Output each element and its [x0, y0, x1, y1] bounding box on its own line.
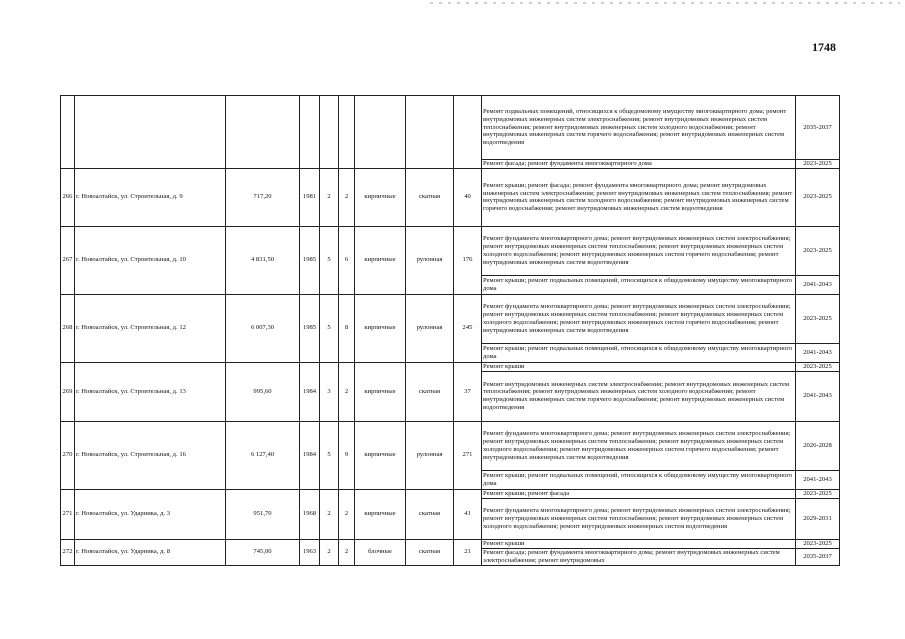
entrances-cell: 8 [339, 294, 355, 362]
repair-period-cell: 2023-2025 [796, 226, 840, 275]
walls-material-cell [355, 96, 406, 169]
walls-material-cell: кирпичные [355, 421, 406, 489]
house-number-cell: 269 [61, 362, 75, 421]
entrances-cell [339, 96, 355, 169]
repair-period-cell: 2029-2031 [796, 498, 840, 539]
repair-period-cell: 2023-2025 [796, 294, 840, 343]
year-cell: 1963 [300, 539, 320, 565]
walls-material-cell: кирпичные [355, 168, 406, 226]
area-cell: 951,70 [226, 489, 300, 539]
entrances-cell: 6 [339, 226, 355, 294]
table-body [61, 96, 840, 566]
repair-works-cell: Ремонт фасада; ремонт фундамента многоквартирного дома; ремонт внутридомовых инженерных систем электроснабжения; ремонт внутридомовых [482, 548, 796, 565]
area-cell: 995,60 [226, 362, 300, 421]
walls-material-cell: кирпичные [355, 294, 406, 362]
roof-type-cell: скатная [406, 168, 454, 226]
repair-period-cell: 2041-2043 [796, 371, 840, 421]
table-row [61, 168, 840, 226]
entrances-cell: 2 [339, 362, 355, 421]
repair-works-cell: Ремонт крыши; ремонт подвальных помещений, относящихся к общедомовому имуществу многоквартирного дома [482, 343, 796, 362]
year-cell: 1984 [300, 362, 320, 421]
walls-material-cell: блочные [355, 539, 406, 565]
floors-cell: 2 [320, 539, 339, 565]
walls-material-cell: кирпичные [355, 489, 406, 539]
year-cell: 1984 [300, 421, 320, 489]
house-number-cell [61, 96, 75, 169]
address-cell: г. Новоалтайск, ул. Ударника, д. 3 [75, 489, 226, 539]
address-cell: г. Новоалтайск, ул. Строительная, д. 9 [75, 168, 226, 226]
apartments-cell [454, 96, 482, 169]
house-number-cell: 270 [61, 421, 75, 489]
repair-works-cell: Ремонт крыши; ремонт подвальных помещений, относящихся к общедомовому имуществу многоквартирного дома [482, 275, 796, 294]
roof-type-cell: скатная [406, 489, 454, 539]
capital-repair-table [60, 95, 840, 566]
repair-period-cell: 2041-2043 [796, 343, 840, 362]
roof-type-cell: скатная [406, 362, 454, 421]
house-number-cell: 272 [61, 539, 75, 565]
repair-works-cell: Ремонт крыши [482, 539, 796, 548]
floors-cell: 5 [320, 294, 339, 362]
apartments-cell: 271 [454, 421, 482, 489]
repair-period-cell: 2035-2037 [796, 548, 840, 565]
address-cell [75, 96, 226, 169]
repair-works-cell: Ремонт подвальных помещений, относящихся к общедомовому имуществу многоквартирного дома; ремонт внутридомовых инженерных систем электроснабжения; ремонт внутридомовых инженерных систем теплоснабжения; ремонт внутридомовых инженерных систем холодного водоснабжения; ремонт внутридомовых инженерных систем горячего водоснабжения; ремонт внутридомовых инженерных систем водоотведения [482, 96, 796, 160]
page-number: 1748 [812, 40, 836, 54]
area-cell: 717,20 [226, 168, 300, 226]
entrances-cell: 2 [339, 539, 355, 565]
address-cell: г. Новоалтайск, ул. Строительная, д. 16 [75, 421, 226, 489]
repair-works-cell: Ремонт фундамента многоквартирного дома; ремонт внутридомовых инженерных систем электроснабжения; ремонт внутридомовых инженерных систем теплоснабжения; ремонт внутридомовых инженерных систем холодного водоснабжения; ремонт внутридомовых инженерных систем горячего водоснабжения; ремонт внутридомовых инженерных систем водоотведения [482, 294, 796, 343]
house-number-cell: 266 [61, 168, 75, 226]
repair-period-cell: 2041-2043 [796, 470, 840, 489]
year-cell: 1968 [300, 489, 320, 539]
apartments-cell: 41 [454, 489, 482, 539]
area-cell: 4 831,50 [226, 226, 300, 294]
area-cell: 6 127,40 [226, 421, 300, 489]
area-cell: 6 007,30 [226, 294, 300, 362]
table-row [61, 539, 840, 548]
repair-works-cell: Ремонт крыши; ремонт фасада; ремонт фундамента многоквартирного дома; ремонт внутридомовых инженерных систем электроснабжения; ремонт внутридомовых инженерных систем теплоснабжения; ремонт внутридомовых инженерных систем холодного водоснабжения; ремонт внутридомовых инженерных систем горячего водоснабжения; ремонт внутридомовых инженерных систем водоотведения [482, 168, 796, 226]
address-cell: г. Новоалтайск, ул. Ударника, д. 8 [75, 539, 226, 565]
repair-works-cell: Ремонт внутридомовых инженерных систем электроснабжения; ремонт внутридомовых инженерных систем теплоснабжения; ремонт внутридомовых инженерных систем холодного водоснабжения; ремонт внутридомовых инженерных систем горячего водоснабжения; ремонт внутридомовых инженерных систем водоотведения [482, 371, 796, 421]
house-number-cell: 267 [61, 226, 75, 294]
year-cell: 1985 [300, 294, 320, 362]
apartments-cell: 40 [454, 168, 482, 226]
repair-works-cell: Ремонт фундамента многоквартирного дома; ремонт внутридомовых инженерных систем электроснабжения; ремонт внутридомовых инженерных систем теплоснабжения; ремонт внутридомовых инженерных систем холодного водоснабжения; ремонт внутридомовых инженерных систем горячего водоснабжения; ремонт внутридомовых инженерных систем водоотведения [482, 226, 796, 275]
repair-works-cell: Ремонт крыши; ремонт подвальных помещений, относящихся к общедомовому имуществу многоквартирного дома [482, 470, 796, 489]
year-cell: 1981 [300, 168, 320, 226]
apartments-cell: 176 [454, 226, 482, 294]
address-cell: г. Новоалтайск, ул. Строительная, д. 10 [75, 226, 226, 294]
repair-period-cell: 2023-2025 [796, 539, 840, 548]
address-cell: г. Новоалтайск, ул. Строительная, д. 12 [75, 294, 226, 362]
house-number-cell: 271 [61, 489, 75, 539]
apartments-cell: 21 [454, 539, 482, 565]
roof-type-cell: рулонная [406, 226, 454, 294]
repair-period-cell: 2023-2025 [796, 168, 840, 226]
repair-works-cell: Ремонт крыши [482, 362, 796, 371]
table-row [61, 362, 840, 371]
repair-period-cell: 2026-2028 [796, 421, 840, 470]
roof-type-cell: рулонная [406, 421, 454, 489]
repair-period-cell: 2023-2025 [796, 489, 840, 498]
roof-type-cell: скатная [406, 539, 454, 565]
repair-period-cell: 2023-2025 [796, 160, 840, 169]
roof-type-cell: рулонная [406, 294, 454, 362]
walls-material-cell: кирпичные [355, 226, 406, 294]
area-cell [226, 96, 300, 169]
table-row [61, 294, 840, 343]
entrances-cell: 2 [339, 489, 355, 539]
floors-cell: 2 [320, 489, 339, 539]
floors-cell [320, 96, 339, 169]
floors-cell: 5 [320, 226, 339, 294]
entrances-cell: 9 [339, 421, 355, 489]
repair-period-cell: 2035-2037 [796, 96, 840, 160]
repair-works-cell: Ремонт фасада; ремонт фундамента многоквартирного дома [482, 160, 796, 169]
year-cell [300, 96, 320, 169]
roof-type-cell [406, 96, 454, 169]
walls-material-cell: кирпичные [355, 362, 406, 421]
floors-cell: 5 [320, 421, 339, 489]
table-row [61, 226, 840, 275]
floors-cell: 2 [320, 168, 339, 226]
apartments-cell: 245 [454, 294, 482, 362]
house-number-cell: 268 [61, 294, 75, 362]
table-row [61, 421, 840, 470]
apartments-cell: 37 [454, 362, 482, 421]
year-cell: 1985 [300, 226, 320, 294]
repair-period-cell: 2041-2043 [796, 275, 840, 294]
table-row [61, 489, 840, 498]
address-cell: г. Новоалтайск, ул. Строительная, д. 13 [75, 362, 226, 421]
repair-works-cell: Ремонт фундамента многоквартирного дома; ремонт внутридомовых инженерных систем электроснабжения; ремонт внутридомовых инженерных систем теплоснабжения; ремонт внутридомовых инженерных систем холодного водоснабжения; ремонт внутридомовых инженерных систем водоотведения [482, 498, 796, 539]
entrances-cell: 2 [339, 168, 355, 226]
repair-works-cell: Ремонт крыши; ремонт фасада [482, 489, 796, 498]
floors-cell: 3 [320, 362, 339, 421]
table-row [61, 96, 840, 160]
repair-works-cell: Ремонт фундамента многоквартирного дома; ремонт внутридомовых инженерных систем электроснабжения; ремонт внутридомовых инженерных систем теплоснабжения; ремонт внутридомовых инженерных систем холодного водоснабжения; ремонт внутридомовых инженерных систем горячего водоснабжения; ремонт внутридомовых инженерных систем водоотведения [482, 421, 796, 470]
area-cell: 745,00 [226, 539, 300, 565]
repair-period-cell: 2023-2025 [796, 362, 840, 371]
scan-artifact [430, 2, 900, 4]
